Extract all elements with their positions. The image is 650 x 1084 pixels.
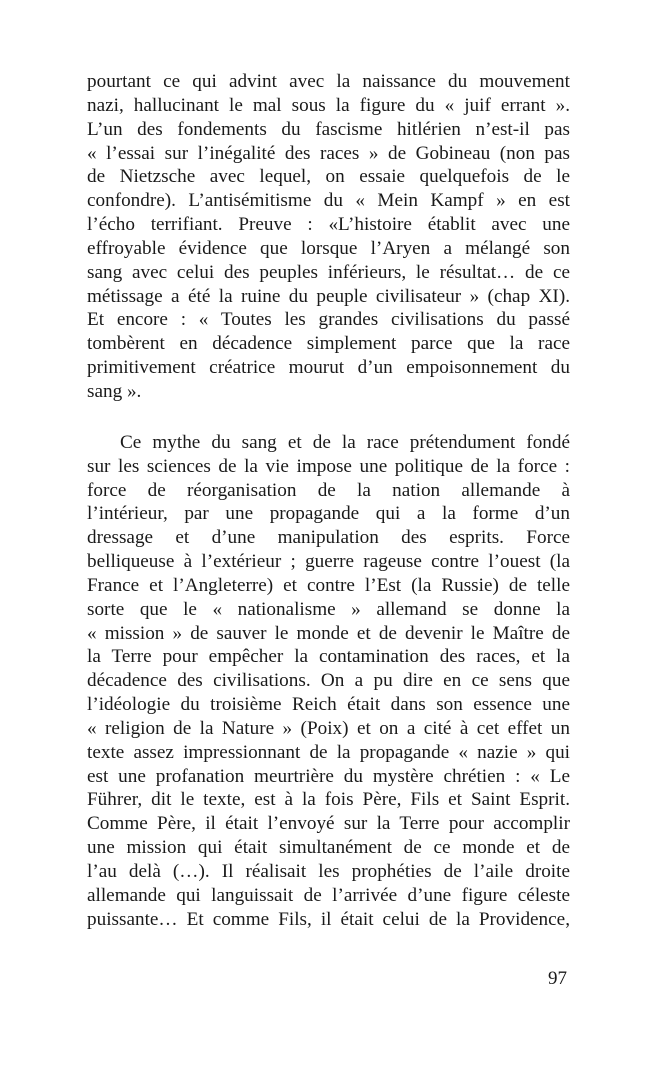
text-line: une mission qui était simultanément de ce monde et de: [87, 837, 570, 859]
page-body: [87, 70, 570, 932]
text-line: l’écho terrifiant. Preuve : «L’histoire établit avec une: [87, 214, 570, 236]
text-line: pourtant ce qui advint avec la naissance du mouvement: [87, 71, 570, 92]
text-line: allemande qui languissait de l’arrivée d’une figure céleste: [87, 884, 570, 906]
text-line: « mission » de sauver le monde et de devenir le Maître de: [87, 622, 570, 644]
text-line: Comme Père, il était l’envoyé sur la Terre pour accomplir: [87, 813, 570, 835]
text-line: l’idéologie du troisième Reich était dans son essence une: [87, 694, 570, 716]
text-line: sang avec celui des peuples inférieurs, le résultat… de ce: [87, 261, 570, 283]
text-line: la Terre pour empêcher la contamination des races, et la: [87, 646, 570, 668]
text-line: l’au delà (…). Il réalisait les prophéties de l’aile droite: [87, 861, 570, 882]
text-line: décadence des civilisations. On a pu dire en ce sens que: [87, 670, 570, 692]
text-line: puissante… Et comme Fils, il était celui de la Providence,: [87, 908, 570, 930]
text-line: sur les sciences de la vie impose une politique de la force :: [87, 455, 570, 477]
paragraph-2: [87, 431, 570, 932]
text-line: Et encore : « Toutes les grandes civilisations du passé: [87, 309, 570, 331]
text-line: tombèrent en décadence simplement parce que la race: [87, 333, 570, 355]
text-line: Ce mythe du sang et de la race prétendument fondé: [120, 431, 570, 453]
text-line: « l’essai sur l’inégalité des races » de Gobineau (non pas: [87, 142, 570, 164]
text-line: métissage a été la ruine du peuple civilisateur » (chap XI).: [87, 285, 570, 307]
text-line: confondre). L’antisémitisme du « Mein Kampf » en est: [87, 190, 570, 212]
text-line: texte assez impressionnant de la propagande « nazie » qui: [87, 741, 570, 763]
page-number: 97: [548, 968, 567, 989]
text-line: L’un des fondements du fascisme hitlérien n’est-il pas: [87, 118, 570, 140]
text-line: « religion de la Nature » (Poix) et on a cité à cet effet un: [87, 717, 570, 739]
text-line: nazi, hallucinant le mal sous la figure du « juif errant ».: [87, 94, 570, 116]
paragraph-1: [87, 70, 570, 404]
text-line: sang ».: [87, 380, 142, 402]
text-line: est une profanation meurtrière du mystère chrétien : « Le: [87, 765, 570, 787]
text-line: de Nietzsche avec lequel, on essaie quelquefois de le: [87, 166, 570, 188]
text-line: belliqueuse à l’extérieur ; guerre rageuse contre l’ouest (la: [87, 551, 570, 573]
text-line: l’intérieur, par une propagande qui a la forme d’un: [87, 503, 570, 525]
text-line: force de réorganisation de la nation allemande à: [87, 479, 570, 501]
text-line: dressage et d’une manipulation des esprits. Force: [87, 527, 570, 549]
text-line: France et l’Angleterre) et contre l’Est (la Russie) de telle: [87, 574, 570, 596]
text-line: Führer, dit le texte, est à la fois Père, Fils et Saint Esprit.: [87, 789, 570, 811]
text-line: effroyable évidence que lorsque l’Aryen a mélangé son: [87, 237, 570, 259]
text-line: primitivement créatrice mourut d’un empoisonnement du: [87, 357, 570, 379]
text-line: sorte que le « nationalisme » allemand se donne la: [87, 598, 570, 620]
